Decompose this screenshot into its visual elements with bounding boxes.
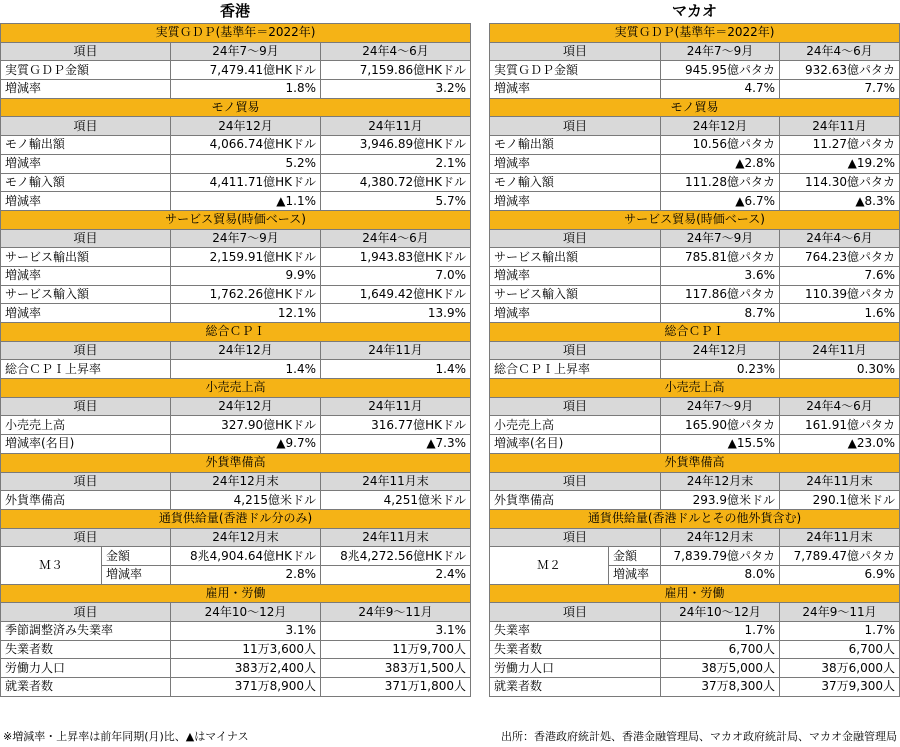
row-label: 小売売上高 (1, 416, 171, 435)
value-cell: 161.91億パタカ (780, 416, 900, 435)
value-cell: ▲6.7% (661, 192, 780, 211)
row-label: 外貨準備高 (490, 491, 661, 510)
section-title: 小売売上高 (1, 379, 471, 398)
column-header-period: 24年11月末 (780, 528, 900, 547)
column-header-row (1, 42, 471, 61)
row-label: モノ輸入額 (490, 173, 661, 192)
row-label: 増減率 (490, 266, 661, 285)
column-header-item: 項目 (490, 397, 661, 416)
column-header-period: 24年11月 (321, 397, 471, 416)
section-title-row (1, 210, 471, 229)
row-label: サービス輸入額 (1, 285, 171, 304)
column-header-period: 24年9～11月 (321, 603, 471, 622)
value-cell: 785.81億パタカ (661, 248, 780, 267)
section-title: 小売売上高 (490, 379, 900, 398)
value-cell: 3.1% (321, 622, 471, 641)
column-header-period: 24年7～9月 (171, 229, 321, 248)
table-row (1, 360, 471, 379)
table-row (1, 678, 471, 697)
value-cell: 3,946.89億HKドル (321, 136, 471, 155)
value-cell: 4,411.71億HKドル (171, 173, 321, 192)
value-cell: 2,159.91億HKドル (171, 248, 321, 267)
table-row (1, 622, 471, 641)
value-cell: 7,839.79億パタカ (661, 547, 780, 566)
section-title: 実質ＧＤＰ(基準年＝2022年) (490, 24, 900, 43)
value-cell: 316.77億HKドル (321, 416, 471, 435)
column-header-item: 項目 (490, 472, 661, 491)
table-row (490, 304, 900, 323)
table-row (490, 622, 900, 641)
section-title: サービス貿易(時価ベース) (1, 210, 471, 229)
table-row (1, 547, 471, 566)
table-row (490, 192, 900, 211)
row-label: 増減率 (1, 304, 171, 323)
column-header-period: 24年11月 (780, 117, 900, 136)
column-header-item: 項目 (1, 42, 171, 61)
column-header-period: 24年12月 (171, 397, 321, 416)
value-cell: 4,251億米ドル (321, 491, 471, 510)
row-label: 就業者数 (490, 678, 661, 697)
value-cell: 1.7% (780, 622, 900, 641)
value-cell: ▲2.8% (661, 154, 780, 173)
section-title: モノ貿易 (1, 98, 471, 117)
column-header-period: 24年12月末 (661, 528, 780, 547)
value-cell: ▲7.3% (321, 435, 471, 454)
column-header-item: 項目 (1, 229, 171, 248)
value-cell: 3.2% (321, 80, 471, 99)
column-header-row (1, 397, 471, 416)
column-header-row (490, 341, 900, 360)
row-label: 労働力人口 (490, 659, 661, 678)
value-cell: 13.9% (321, 304, 471, 323)
column-header-row (1, 472, 471, 491)
table-row (490, 80, 900, 99)
row-label: 実質ＧＤＰ金額 (1, 61, 171, 80)
row-label: 増減率 (490, 304, 661, 323)
value-cell: 8.0% (661, 565, 780, 584)
section-title: 雇用・労働 (1, 584, 471, 603)
value-cell: 7,479.41億HKドル (171, 61, 321, 80)
section-title: 外貨準備高 (490, 453, 900, 472)
row-label: 増減率(名目) (1, 435, 171, 454)
value-cell: 1.4% (321, 360, 471, 379)
column-header-item: 項目 (490, 603, 661, 622)
value-cell: 327.90億HKドル (171, 416, 321, 435)
column-header-period: 24年11月 (780, 341, 900, 360)
row-sublabel: 金額 (609, 547, 661, 566)
table-row (1, 304, 471, 323)
row-label: 労働力人口 (1, 659, 171, 678)
row-label: サービス輸入額 (490, 285, 661, 304)
column-header-period: 24年4～6月 (321, 42, 471, 61)
value-cell: 5.7% (321, 192, 471, 211)
column-header-item: 項目 (490, 117, 661, 136)
value-cell: 5.2% (171, 154, 321, 173)
value-cell: 4,215億米ドル (171, 491, 321, 510)
column-header-period: 24年11月末 (780, 472, 900, 491)
row-label: Ｍ２ (490, 547, 609, 584)
row-label: 増減率 (490, 80, 661, 99)
row-sublabel: 増減率 (102, 565, 171, 584)
column-header-period: 24年10～12月 (661, 603, 780, 622)
column-header-item: 項目 (490, 528, 661, 547)
section-title-row (1, 323, 471, 342)
value-cell: 2.1% (321, 154, 471, 173)
table-row (1, 491, 471, 510)
value-cell: ▲1.1% (171, 192, 321, 211)
column-header-item: 項目 (1, 341, 171, 360)
value-cell: 1.6% (780, 304, 900, 323)
section-title-row (1, 24, 471, 43)
table-row (1, 192, 471, 211)
value-cell: 293.9億米ドル (661, 491, 780, 510)
value-cell: 7.7% (780, 80, 900, 99)
column-header-period: 24年11月 (321, 117, 471, 136)
table-row (1, 136, 471, 155)
value-cell: 383万2,400人 (171, 659, 321, 678)
column-header-item: 項目 (490, 42, 661, 61)
value-cell: ▲9.7% (171, 435, 321, 454)
section-title: 総合ＣＰＩ (1, 323, 471, 342)
value-cell: ▲19.2% (780, 154, 900, 173)
value-cell: 2.8% (171, 565, 321, 584)
column-header-period: 24年4～6月 (780, 397, 900, 416)
column-header-period: 24年12月 (661, 117, 780, 136)
column-header-row (1, 341, 471, 360)
column-header-period: 24年4～6月 (780, 229, 900, 248)
section-title-row (1, 584, 471, 603)
column-header-row (490, 42, 900, 61)
table-row (490, 285, 900, 304)
row-label: 失業者数 (1, 640, 171, 659)
section-title-row (490, 323, 900, 342)
section-title-row (490, 584, 900, 603)
value-cell: 4.7% (661, 80, 780, 99)
row-label: サービス輸出額 (490, 248, 661, 267)
table-row (490, 154, 900, 173)
value-cell: 6,700人 (780, 640, 900, 659)
row-label: モノ輸出額 (490, 136, 661, 155)
value-cell: 383万1,500人 (321, 659, 471, 678)
row-label: 増減率(名目) (490, 435, 661, 454)
value-cell: 1,943.83億HKドル (321, 248, 471, 267)
hongkong-title: 香港 (219, 2, 250, 20)
value-cell: 1.8% (171, 80, 321, 99)
value-cell: 37万9,300人 (780, 678, 900, 697)
row-label: 増減率 (1, 266, 171, 285)
value-cell: 8兆4,272.56億HKドル (321, 547, 471, 566)
table-row (1, 416, 471, 435)
table-row (1, 154, 471, 173)
column-header-period: 24年12月 (171, 117, 321, 136)
table-row (1, 659, 471, 678)
value-cell: 0.23% (661, 360, 780, 379)
column-header-row (490, 472, 900, 491)
section-title: 外貨準備高 (1, 453, 471, 472)
column-header-item: 項目 (1, 117, 171, 136)
row-label: 増減率 (1, 80, 171, 99)
column-header-period: 24年9～11月 (780, 603, 900, 622)
table-row (490, 547, 900, 566)
value-cell: ▲8.3% (780, 192, 900, 211)
table-row (1, 266, 471, 285)
column-header-item: 項目 (1, 603, 171, 622)
column-header-period: 24年11月 (321, 341, 471, 360)
column-header-period: 24年11月末 (321, 528, 471, 547)
column-header-period: 24年11月末 (321, 472, 471, 491)
section-title-row (1, 509, 471, 528)
value-cell: 110.39億パタカ (780, 285, 900, 304)
value-cell: 165.90億パタカ (661, 416, 780, 435)
value-cell: 11万9,700人 (321, 640, 471, 659)
section-title: 通貨供給量(香港ドルとその他外貨含む) (490, 509, 900, 528)
value-cell: 12.1% (171, 304, 321, 323)
value-cell: 37万8,300人 (661, 678, 780, 697)
value-cell: 7,159.86億HKドル (321, 61, 471, 80)
table-row (1, 640, 471, 659)
column-header-period: 24年7～9月 (661, 229, 780, 248)
table-row (1, 435, 471, 454)
row-label: サービス輸出額 (1, 248, 171, 267)
column-header-period: 24年7～9月 (171, 42, 321, 61)
value-cell: 3.1% (171, 622, 321, 641)
column-header-row (490, 229, 900, 248)
column-header-row (1, 603, 471, 622)
column-header-period: 24年7～9月 (661, 42, 780, 61)
column-header-item: 項目 (1, 472, 171, 491)
value-cell: 3.6% (661, 266, 780, 285)
value-cell: 111.28億パタカ (661, 173, 780, 192)
column-header-period: 24年4～6月 (321, 229, 471, 248)
row-label: 増減率 (1, 192, 171, 211)
column-header-period: 24年12月 (171, 341, 321, 360)
row-label: 失業率 (490, 622, 661, 641)
value-cell: 945.95億パタカ (661, 61, 780, 80)
value-cell: 2.4% (321, 565, 471, 584)
section-title-row (490, 453, 900, 472)
section-title: モノ貿易 (490, 98, 900, 117)
value-cell: 8.7% (661, 304, 780, 323)
value-cell: 290.1億米ドル (780, 491, 900, 510)
column-header-item: 項目 (490, 341, 661, 360)
table-row (490, 416, 900, 435)
section-title: 総合ＣＰＩ (490, 323, 900, 342)
table-row (1, 61, 471, 80)
table-row (490, 435, 900, 454)
row-label: 増減率 (490, 192, 661, 211)
table-row (490, 61, 900, 80)
row-label: 失業者数 (490, 640, 661, 659)
row-label: モノ輸出額 (1, 136, 171, 155)
column-header-period: 24年12月末 (171, 472, 321, 491)
section-title-row (490, 509, 900, 528)
section-title-row (1, 98, 471, 117)
section-title-row (1, 379, 471, 398)
table-row (1, 173, 471, 192)
value-cell: 6.9% (780, 565, 900, 584)
source-note: 出所：香港政府統計処、香港金融管理局、マカオ政府統計局、マカオ金融管理局 (501, 730, 897, 743)
value-cell: 117.86億パタカ (661, 285, 780, 304)
table-row (1, 248, 471, 267)
column-header-row (1, 229, 471, 248)
value-cell: 7.0% (321, 266, 471, 285)
column-header-row (1, 528, 471, 547)
value-cell: ▲15.5% (661, 435, 780, 454)
table-row (490, 173, 900, 192)
table-row (1, 285, 471, 304)
column-header-row (490, 397, 900, 416)
row-label: Ｍ３ (1, 547, 102, 584)
section-title-row (490, 379, 900, 398)
value-cell: 1.7% (661, 622, 780, 641)
value-cell: 11.27億パタカ (780, 136, 900, 155)
section-title-row (490, 24, 900, 43)
column-header-item: 項目 (1, 397, 171, 416)
value-cell: 10.56億パタカ (661, 136, 780, 155)
row-label: 増減率 (1, 154, 171, 173)
value-cell: ▲23.0% (780, 435, 900, 454)
column-header-item: 項目 (490, 229, 661, 248)
row-label: 季節調整済み失業率 (1, 622, 171, 641)
row-label: 総合ＣＰＩ上昇率 (490, 360, 661, 379)
row-label: 外貨準備高 (1, 491, 171, 510)
column-header-period: 24年10～12月 (171, 603, 321, 622)
value-cell: 8兆4,904.64億HKドル (171, 547, 321, 566)
row-label: 就業者数 (1, 678, 171, 697)
value-cell: 371万1,800人 (321, 678, 471, 697)
table-row (490, 360, 900, 379)
value-cell: 4,380.72億HKドル (321, 173, 471, 192)
table-row (490, 266, 900, 285)
table-row (490, 136, 900, 155)
column-header-period: 24年12月 (661, 341, 780, 360)
row-label: 実質ＧＤＰ金額 (490, 61, 661, 80)
value-cell: 371万8,900人 (171, 678, 321, 697)
row-label: モノ輸入額 (1, 173, 171, 192)
value-cell: 932.63億パタカ (780, 61, 900, 80)
table-row (490, 678, 900, 697)
row-label: 増減率 (490, 154, 661, 173)
value-cell: 7.6% (780, 266, 900, 285)
column-header-row (490, 117, 900, 136)
column-header-row (490, 603, 900, 622)
row-label: 小売売上高 (490, 416, 661, 435)
value-cell: 7,789.47億パタカ (780, 547, 900, 566)
value-cell: 0.30% (780, 360, 900, 379)
column-header-item: 項目 (1, 528, 171, 547)
value-cell: 4,066.74億HKドル (171, 136, 321, 155)
section-title: 実質ＧＤＰ(基準年＝2022年) (1, 24, 471, 43)
section-title-row (1, 453, 471, 472)
table-row (490, 659, 900, 678)
section-title-row (490, 210, 900, 229)
footnote: ※増減率・上昇率は前年同期(月)比、▲はマイナス (3, 730, 249, 743)
value-cell: 11万3,600人 (171, 640, 321, 659)
column-header-period: 24年12月末 (171, 528, 321, 547)
section-title-row (490, 98, 900, 117)
value-cell: 1,649.42億HKドル (321, 285, 471, 304)
section-title: 通貨供給量(香港ドル分のみ) (1, 509, 471, 528)
value-cell: 764.23億パタカ (780, 248, 900, 267)
table-row (490, 491, 900, 510)
table-row (490, 248, 900, 267)
section-title: サービス貿易(時価ベース) (490, 210, 900, 229)
column-header-row (490, 528, 900, 547)
table-row (490, 640, 900, 659)
value-cell: 1,762.26億HKドル (171, 285, 321, 304)
value-cell: 38万6,000人 (780, 659, 900, 678)
column-header-period: 24年12月末 (661, 472, 780, 491)
hongkong-indicator-table (0, 23, 471, 697)
row-sublabel: 金額 (102, 547, 171, 566)
table-row (1, 80, 471, 99)
macau-indicator-table (489, 23, 900, 697)
section-title: 雇用・労働 (490, 584, 900, 603)
column-header-period: 24年7～9月 (661, 397, 780, 416)
macau-title: マカオ (671, 2, 717, 20)
column-header-row (1, 117, 471, 136)
row-label: 総合ＣＰＩ上昇率 (1, 360, 171, 379)
value-cell: 1.4% (171, 360, 321, 379)
value-cell: 38万5,000人 (661, 659, 780, 678)
value-cell: 9.9% (171, 266, 321, 285)
value-cell: 6,700人 (661, 640, 780, 659)
column-header-period: 24年4～6月 (780, 42, 900, 61)
value-cell: 114.30億パタカ (780, 173, 900, 192)
row-sublabel: 増減率 (609, 565, 661, 584)
